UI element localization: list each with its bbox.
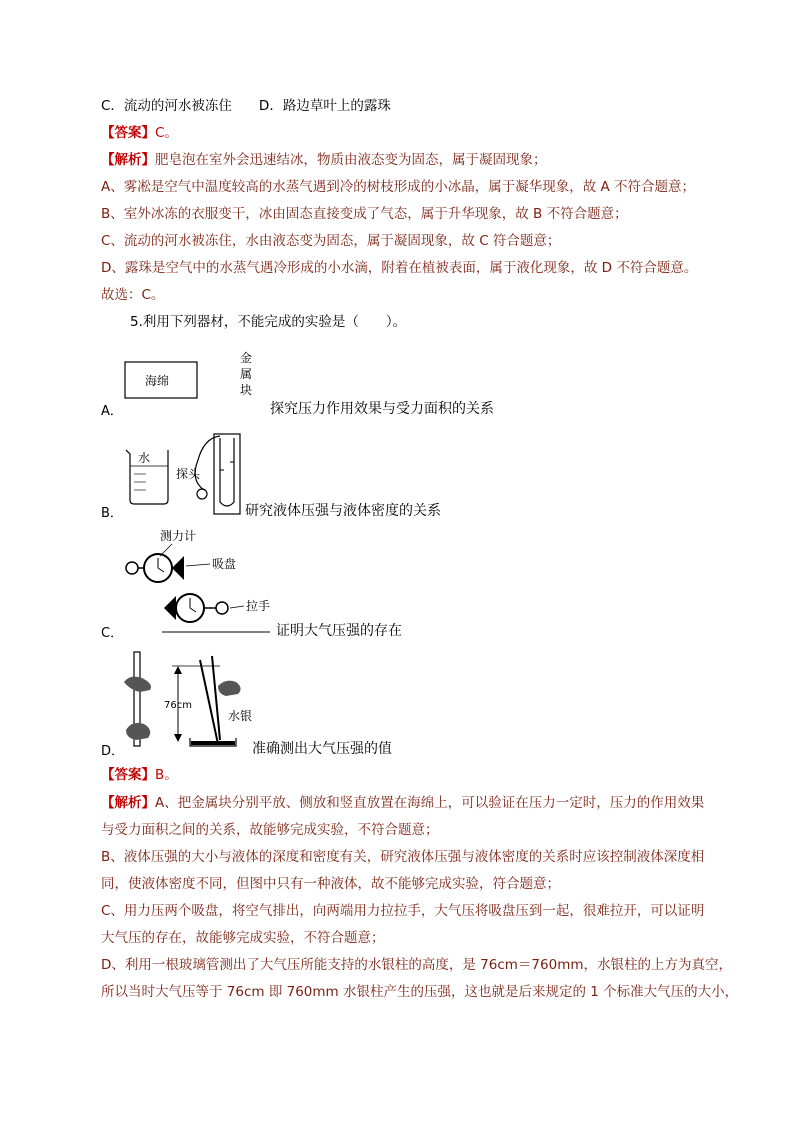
answer-value: B。: [155, 767, 178, 783]
analysis-2-line-2: 与受力面积之间的关系，故能够完成实验，不符合题意；: [101, 822, 439, 838]
hand-1: [124, 677, 151, 692]
analysis-text: A、把金属块分别平放、侧放和竖直放置在海绵上，可以验证在压力一定时，压力的作用效果: [155, 795, 705, 811]
metal-label-2: 属: [240, 367, 253, 381]
analysis-2-line-7: D、利用一根玻璃管测出了大气压所能支持的水银柱的高度，是 76cm＝760mm，水银柱的上方为真空，: [101, 957, 733, 973]
analysis-text: 肥皂泡在室外会迅速结冰，物质由液态变为固态，属于凝固现象；: [155, 152, 547, 168]
answer-tag: 【答案】: [101, 767, 155, 783]
option-d-letter: D．: [101, 744, 125, 759]
hand-3: [218, 681, 241, 696]
answer-1: [101, 123, 178, 143]
analysis-1-line-2: A、雾凇是空气中温度较高的水蒸气遇到冷的树枝形成的小冰晶，属于凝华现象，故 A 不符合题意；: [101, 179, 696, 195]
probe-label: 探头: [176, 467, 201, 481]
option-a-letter: A．: [101, 404, 123, 419]
option-b-figure: [120, 428, 250, 518]
u-tube: [220, 438, 234, 506]
option-a-caption: 探究压力作用效果与受力面积的关系: [270, 401, 494, 417]
option-c-letter: C．: [101, 626, 124, 641]
analysis-tag: 【解析】: [101, 152, 155, 168]
meter-label: 测力计: [160, 529, 197, 543]
option-c-caption: 证明大气压强的存在: [276, 623, 402, 639]
option-b-letter: B．: [101, 506, 123, 521]
option-d-figure: [120, 650, 260, 750]
analysis-1-line-5: D、露珠是空气中的水蒸气遇冷形成的小水滴，附着在植被表面，属于液化现象，故 D 不符合题意。: [101, 260, 698, 276]
question-5: 5.利用下列器材，不能完成的实验是（ ）。: [130, 314, 407, 330]
option-d-caption: 准确测出大气压强的值: [252, 741, 392, 757]
analysis-2-line-3: B、液体压强的大小与液体的深度和密度有关，研究液体压强与液体密度的关系时应该控制液体深度相: [101, 849, 705, 865]
analysis-2-line-4: 同，使液体密度不同，但图中只有一种液体，故不能够完成实验，符合题意；: [101, 876, 560, 892]
cup-label: 吸盘: [212, 557, 237, 571]
metal-label-1: 金: [240, 351, 253, 365]
option-a-figure: [120, 348, 270, 408]
metal-label-3: 块: [240, 383, 253, 397]
sponge-label: 海绵: [145, 374, 170, 388]
manometer-frame: [214, 434, 240, 514]
answer-2: [101, 765, 178, 785]
analysis-1-line-3: B、室外冰冻的衣服变干，冰由固态直接变成了气态，属于升华现象，故 B 不符合题意；: [101, 206, 628, 222]
hand-2: [126, 723, 150, 740]
height-label: 76cm: [164, 700, 192, 711]
suction-cup-2: [164, 596, 176, 620]
analysis-tag: 【解析】: [101, 795, 155, 811]
answer-value: C。: [155, 125, 178, 141]
probe-tube: [195, 436, 220, 490]
suction-cup-1: [172, 556, 184, 580]
option-line-cd: C．流动的河水被冻住 D．路边草叶上的露珠: [101, 98, 391, 114]
water-label: 水: [138, 451, 151, 465]
analysis-1-line-6: 故选：C。: [101, 287, 165, 303]
analysis-1-line-4: C、流动的河水被冻住，水由液态变为固态，属于凝固现象，故 C 符合题意；: [101, 233, 561, 249]
glass-tube-3: [212, 656, 220, 740]
analysis-2-line-6: 大气压的存在，故能够完成实验，不符合题意；: [101, 930, 385, 946]
probe-head: [197, 489, 207, 499]
answer-tag: 【答案】: [101, 125, 155, 141]
analysis-1-line-1: [101, 150, 547, 170]
analysis-2-line-8: 所以当时大气压等于 76cm 即 760mm 水银柱产生的压强，这也就是后来规定的 1 个标准大气压的大小，: [101, 984, 739, 1000]
mercury-label: 水银: [228, 709, 253, 723]
analysis-2-line-5: C、用力压两个吸盘，将空气排出，向两端用力拉拉手，大气压将吸盘压到一起，很难拉开，可以证明: [101, 903, 705, 919]
handle-label: 拉手: [246, 599, 271, 613]
analysis-2-line-1: [101, 793, 704, 813]
option-c-figure: [120, 528, 280, 638]
glass-tube-2: [200, 660, 218, 744]
option-b-caption: 研究液体压强与液体密度的关系: [245, 503, 441, 519]
